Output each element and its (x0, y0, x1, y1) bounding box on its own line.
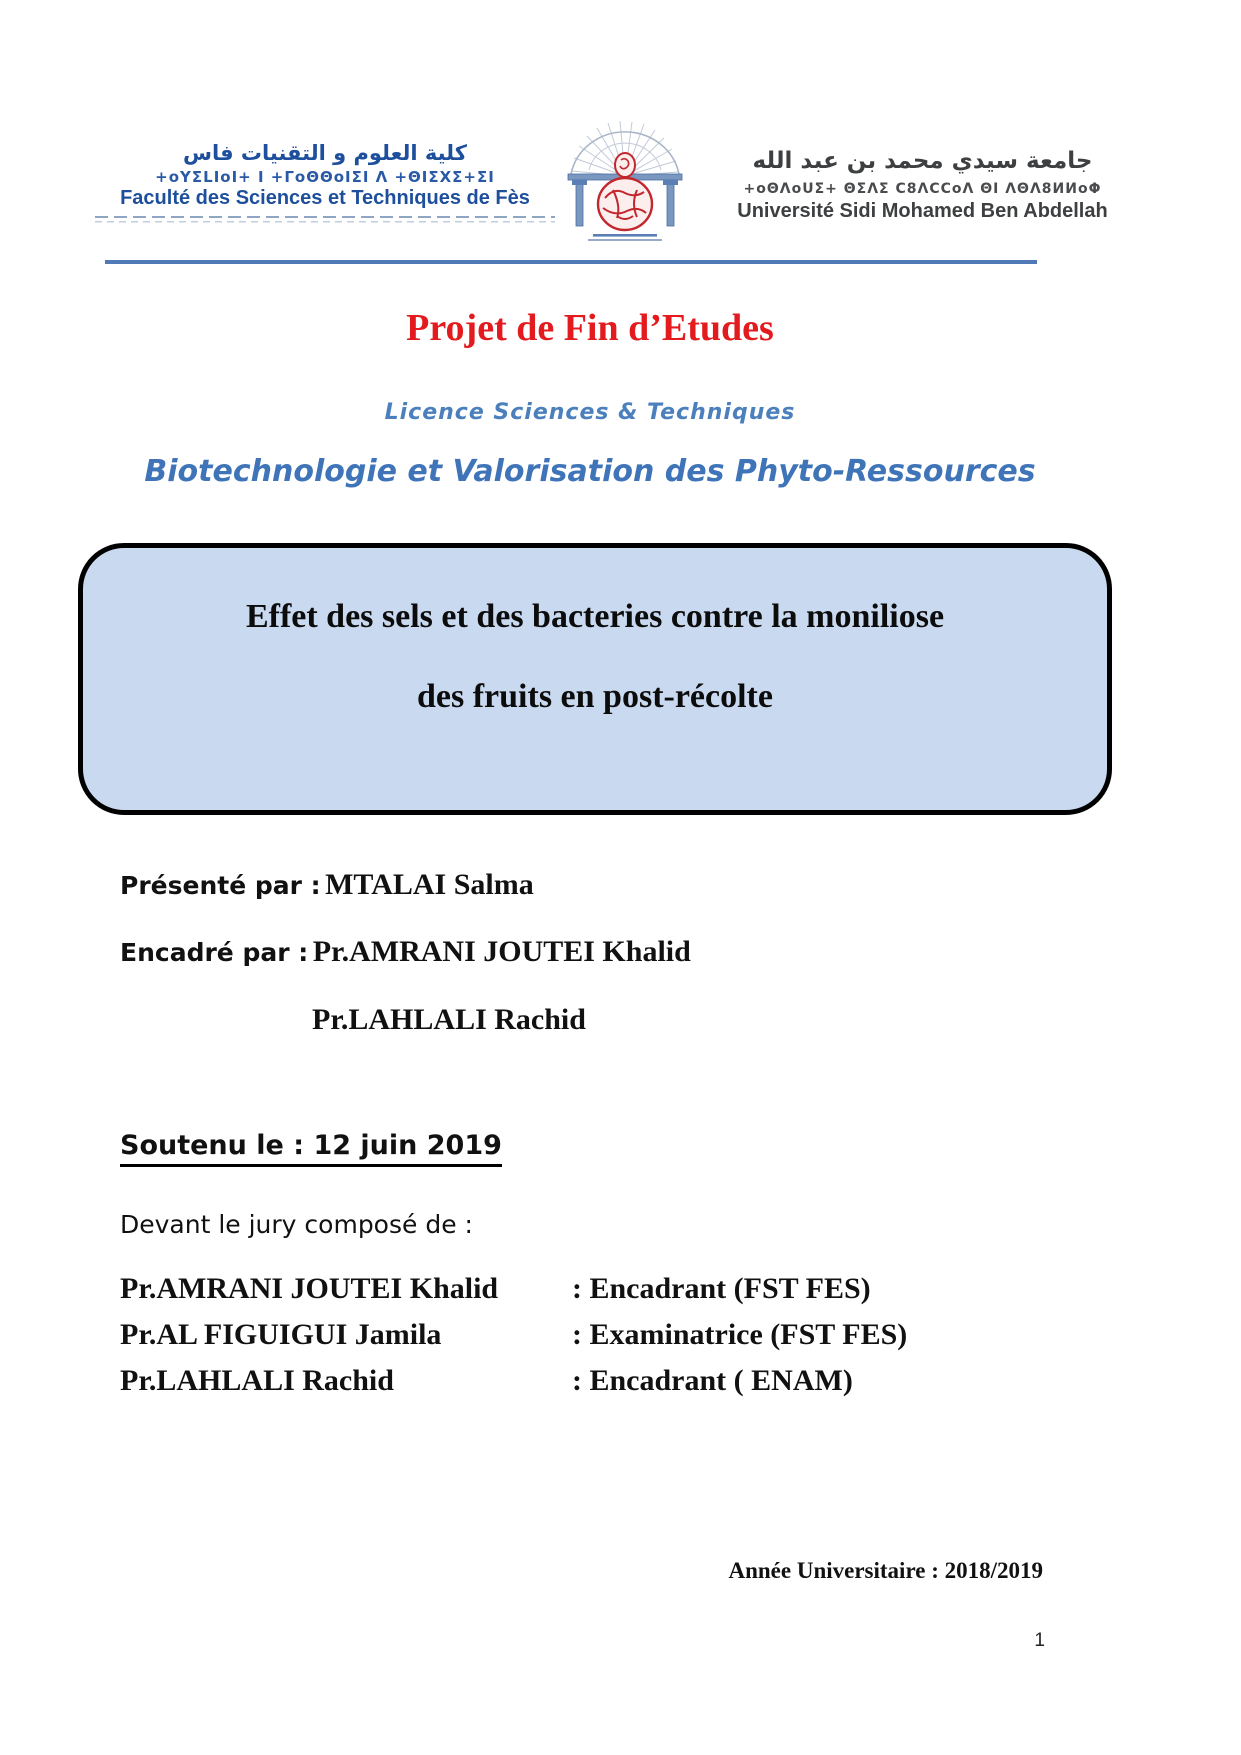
jury-list (120, 1266, 907, 1404)
presented-by-line (120, 868, 534, 902)
thesis-title-line1: Effet des sels et des bacteries contre la moniliose (245, 598, 945, 635)
header-divider (105, 260, 1037, 264)
supervised-by-line (120, 935, 691, 969)
jury-row (120, 1358, 907, 1404)
jury-member-role: : Encadrant ( ENAM) (572, 1364, 853, 1397)
defense-date-line (120, 1130, 502, 1167)
supervisor1-name: Pr.AMRANI JOUTEI Khalid (312, 935, 691, 968)
faculty-name-tifinagh: +oYΣLIoI+ I +ΓoΘΘoIΣI Λ +ΘIΣΧΣ+ΣI (155, 168, 495, 186)
jury-member-name: Pr.LAHLALI Rachid (120, 1364, 394, 1397)
supervisor2-line (312, 1003, 586, 1037)
thesis-title-box (78, 543, 1112, 815)
document-type-title: Projet de Fin d’Etudes (406, 307, 774, 349)
jury-member-name: Pr.AMRANI JOUTEI Khalid (120, 1272, 499, 1305)
header (95, 116, 1150, 250)
degree-subtitle: Licence Sciences & Techniques (384, 400, 796, 425)
supervisor2-name: Pr.LAHLALI Rachid (312, 1003, 586, 1036)
jury-row (120, 1266, 907, 1312)
supervised-by-label: Encadré par : (120, 938, 309, 967)
decorative-dashed-line (95, 216, 555, 224)
university-name-arabic: جامعة سيدي محمد بن عبد الله (752, 148, 1093, 174)
page-number: 1 (1034, 1630, 1045, 1651)
jury-intro-line: Devant le jury composé de : (120, 1210, 473, 1239)
university-name-tifinagh: +oΘΛoUΣ+ ΘΣΛΣ C8ΛCCoΛ ΘI ΛΘΛ8ИИoΦ (743, 181, 1102, 197)
thesis-title-line2: des fruits en post-récolte (417, 678, 773, 715)
university-block (695, 116, 1150, 223)
faculty-name-french: Faculté des Sciences et Techniques de Fès (120, 187, 530, 209)
jury-member-role: : Encadrant (FST FES) (572, 1272, 871, 1305)
defense-date-text: Soutenu le : 12 juin 2019 (120, 1130, 502, 1167)
program-subtitle: Biotechnologie et Valorisation des Phyto-Ressources (144, 454, 1036, 489)
academic-year: Année Universitaire : 2018/2019 (728, 1558, 1043, 1583)
jury-member-name: Pr.AL FIGUIGUI Jamila (120, 1318, 442, 1351)
university-logo-icon (555, 118, 695, 250)
university-name-french: Université Sidi Mohamed Ben Abdellah (737, 200, 1108, 222)
faculty-name-arabic: كلية العلوم و التقنيات فاس (183, 141, 467, 165)
jury-row (120, 1312, 907, 1358)
jury-member-role: : Examinatrice (FST FES) (572, 1318, 908, 1351)
author-name: MTALAI Salma (325, 868, 534, 901)
presented-by-label: Présenté par : (120, 871, 321, 900)
faculty-block (95, 116, 555, 224)
